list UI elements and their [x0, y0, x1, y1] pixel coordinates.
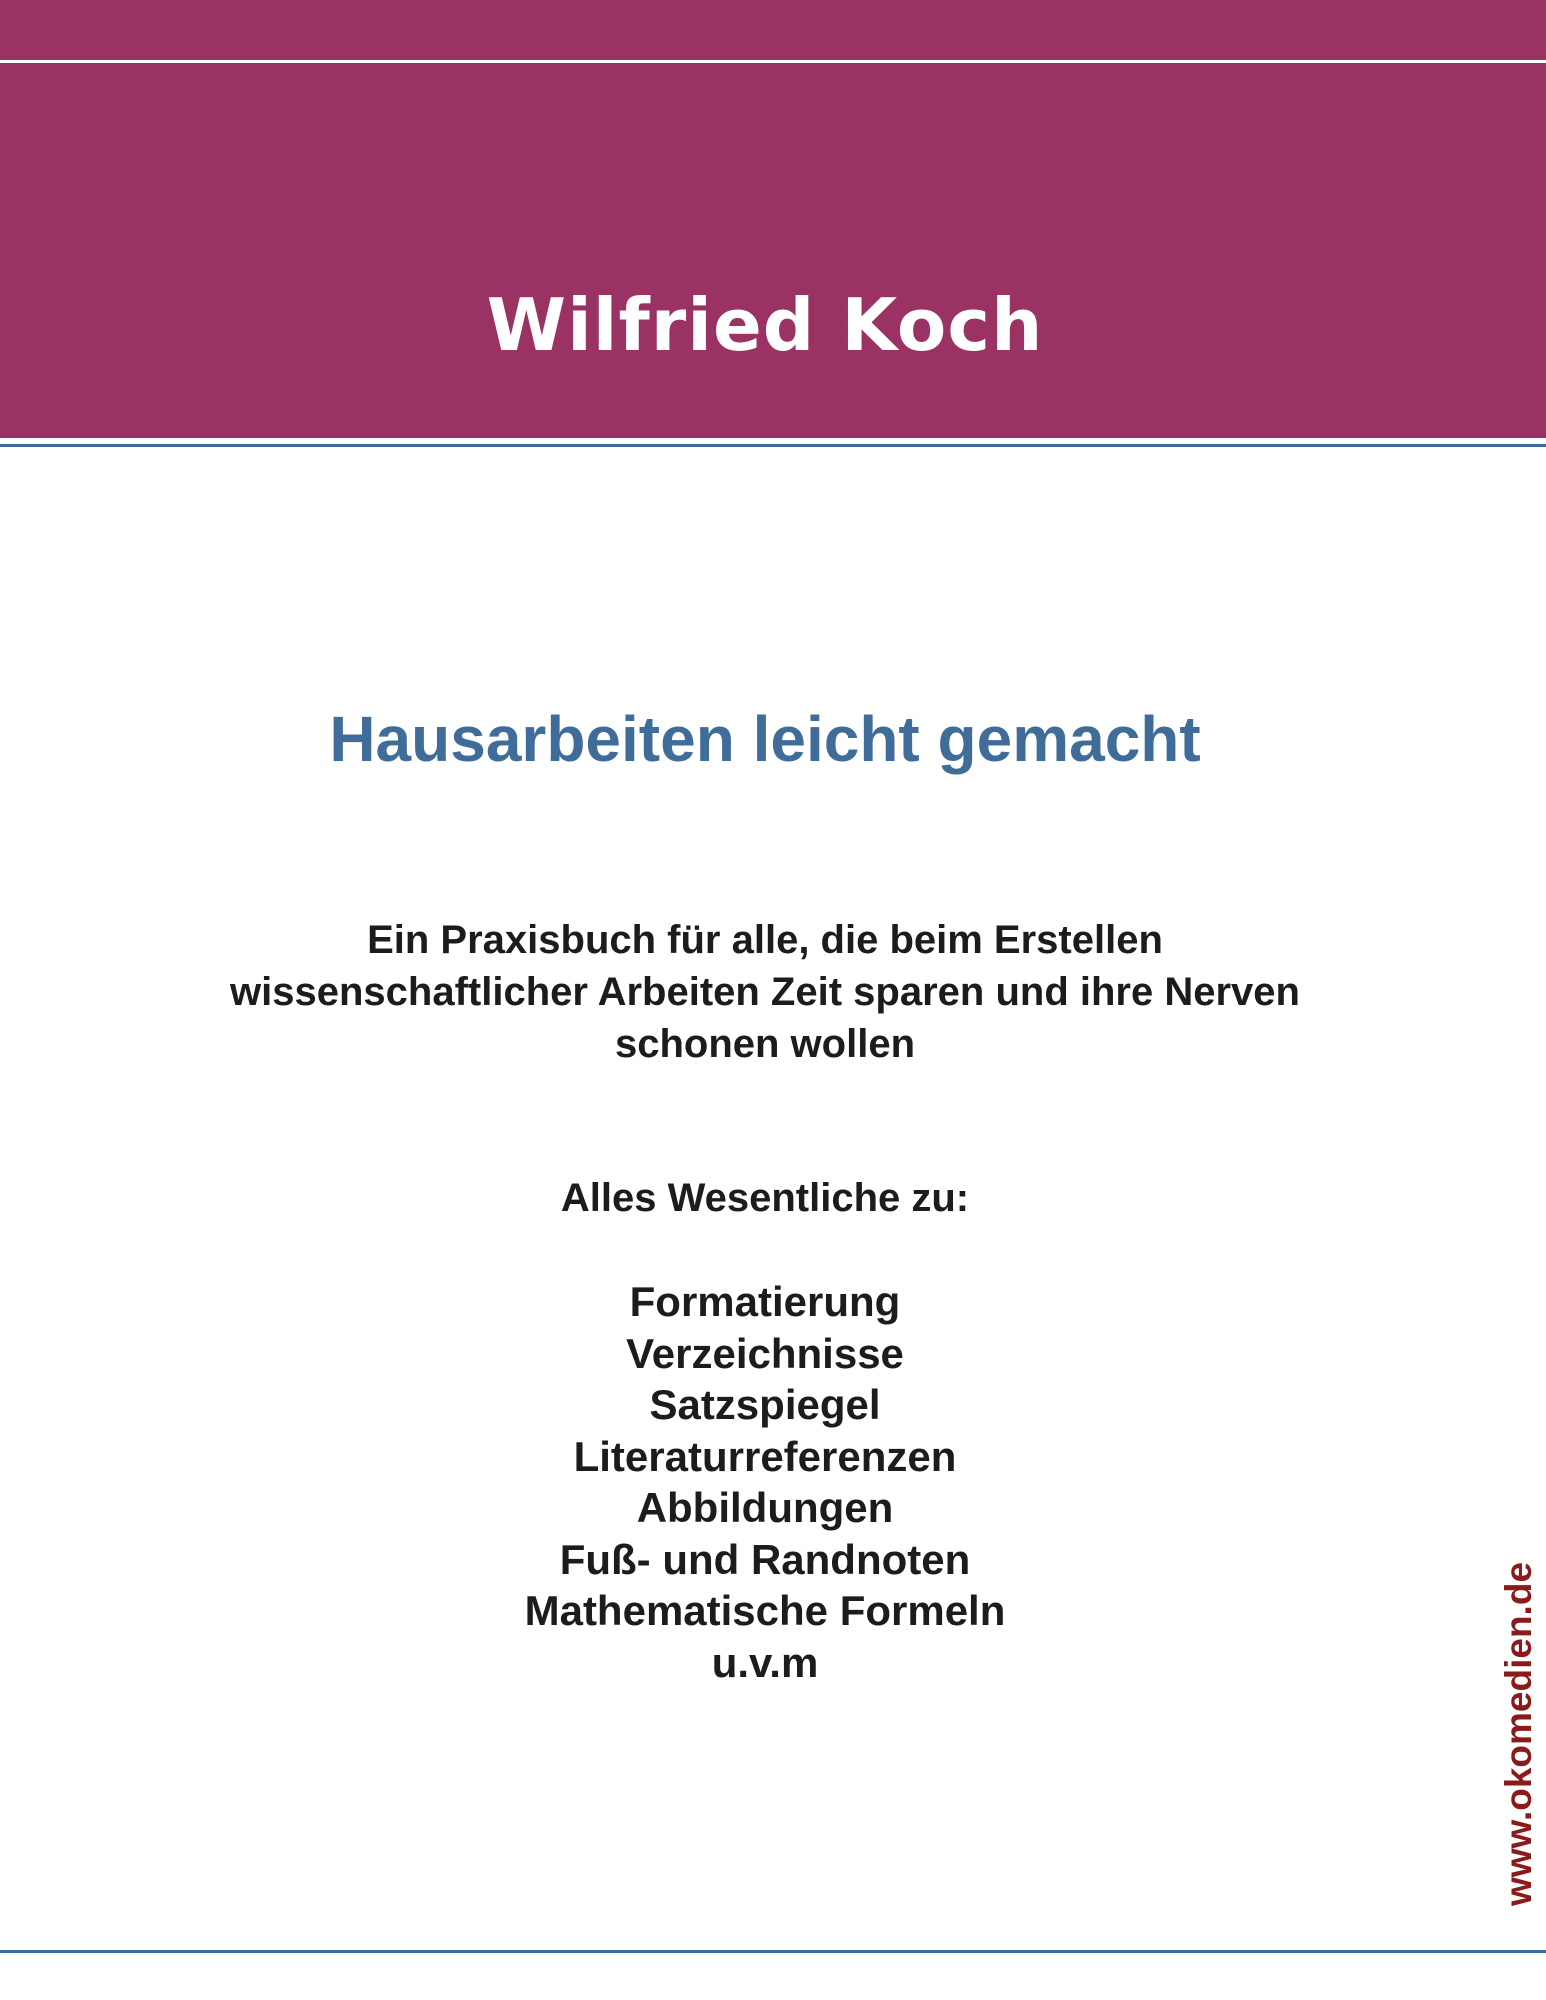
- book-title: Hausarbeiten leicht gemacht: [329, 703, 1201, 775]
- subtitle-line: Ein Praxisbuch für alle, die beim Erstellen: [367, 918, 1163, 962]
- topics-heading: Alles Wesentliche zu:: [560, 1176, 970, 1220]
- divider-top: [0, 444, 1546, 447]
- topics-list: [0, 1276, 1530, 1688]
- book-subtitle: [100, 914, 1430, 1070]
- topic-item: Fuß- und Randnoten: [559, 1535, 971, 1583]
- topic-item: u.v.m: [711, 1638, 819, 1686]
- topic-item: Literaturreferenzen: [573, 1432, 957, 1480]
- topic-item: Mathematische Formeln: [524, 1587, 1006, 1634]
- topic-item: Abbildungen: [636, 1484, 894, 1531]
- topic-item: Verzeichnisse: [626, 1329, 904, 1377]
- topic-item: Formatierung: [629, 1278, 901, 1325]
- topic-item: Satzspiegel: [649, 1381, 881, 1428]
- publisher-website: www.okomedien.de: [1498, 1561, 1539, 1906]
- author-name: Wilfried Koch: [486, 283, 1044, 367]
- subtitle-line: schonen wollen: [614, 1022, 916, 1066]
- subtitle-line: wissenschaftlicher Arbeiten Zeit sparen und ihre Nerven: [230, 970, 1300, 1014]
- header-band: [0, 0, 1546, 438]
- divider-bottom: [0, 1950, 1546, 1953]
- header-band-line: [0, 60, 1546, 63]
